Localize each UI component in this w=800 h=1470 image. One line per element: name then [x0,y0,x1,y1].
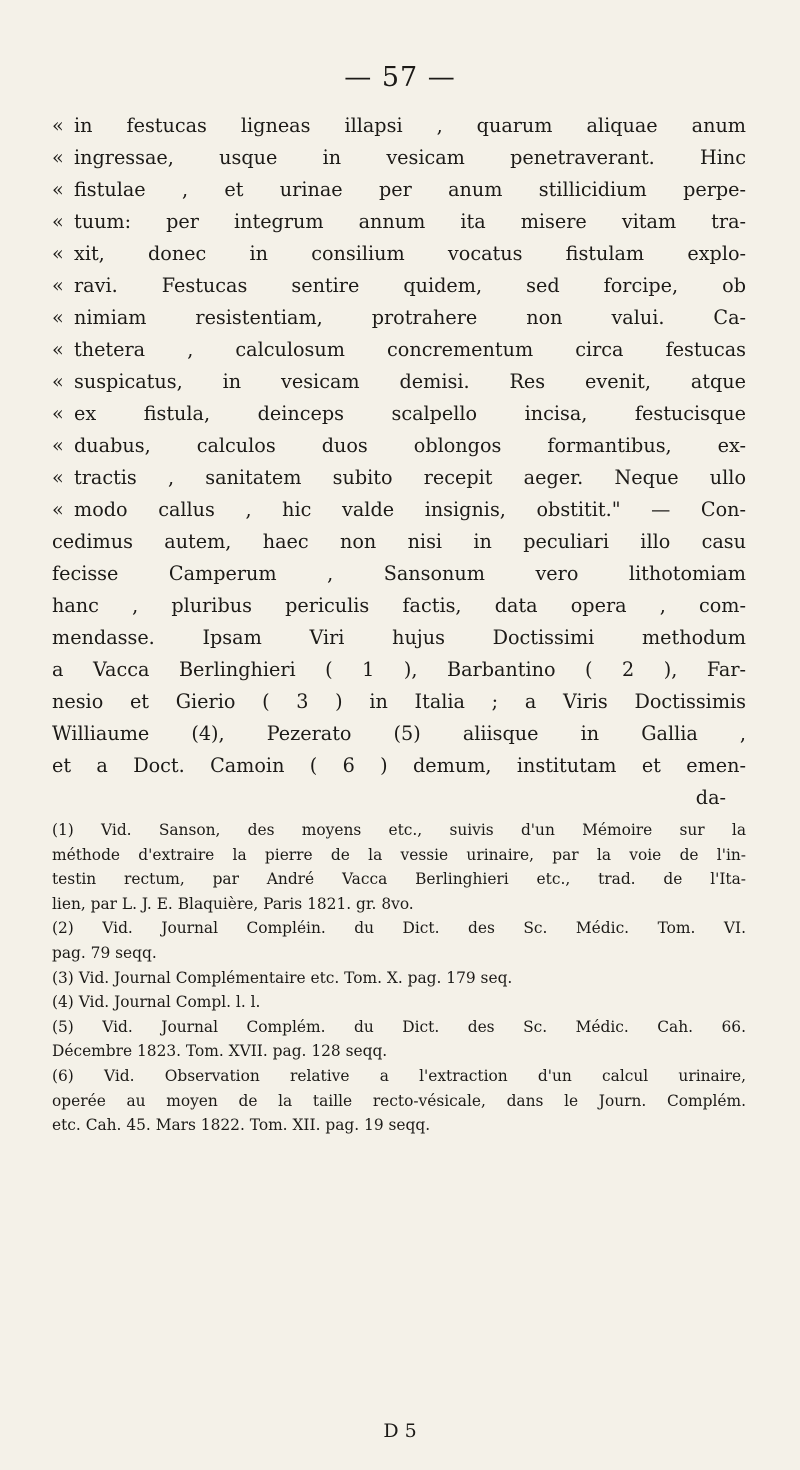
text-line: nesio et Gierio ( 3 ) in Italia ; a Viris Doctissimis [52,690,746,713]
footnote-line: Décembre 1823. Tom. XVII. pag. 128 seqq. [52,1042,388,1061]
footnote-line: (1) Vid. Sanson, des moyens etc., suivis d'un Mémoire sur la [52,821,746,839]
text-line: xit, donec in consilium vocatus fistulam explo- [74,242,746,265]
footnote-line: (5) Vid. Journal Complém. du Dict. des Sc. Médic. Cah. 66. [52,1017,746,1036]
main-text-block [52,110,746,814]
page-number: — 57 — [344,62,456,93]
footnote-line: testin rectum, par André Vacca Berlinghieri etc., trad. de l'Ita- [52,870,746,889]
quote-mark: « [52,306,64,329]
footnote-line: (3) Vid. Journal Complémentaire etc. Tom. X. pag. 179 seq. [52,968,513,987]
footnote-line: etc. Cah. 45. Mars 1822. Tom. XII. pag. 19 seqq. [52,1116,431,1135]
text-line: nimiam resistentiam, protrahere non valui. Ca- [74,306,746,329]
text-line: suspicatus, in vesicam demisi. Res evenit, atque [74,370,746,393]
text-line: hanc , pluribus periculis factis, data opera , com- [52,594,746,617]
text-line: Williaume (4), Pezerato (5) aliisque in Gallia , [52,722,746,745]
footnote-line: (4) Vid. Journal Compl. l. l. [52,993,261,1012]
footnotes [52,818,746,1138]
quote-mark: « [52,146,64,169]
text-line: thetera , calculosum concrementum circa festucas [74,338,746,361]
text-line: ravi. Festucas sentire quidem, sed forcipe, ob [74,274,746,297]
quote-mark: « [52,370,64,393]
footnote-line: pag. 79 seqq. [52,943,157,962]
signature-mark: D 5 [383,1420,417,1442]
text-line: ex fistula, deinceps scalpello incisa, festucisque [74,402,746,425]
quote-mark: « [52,434,64,457]
footnote-line: operée au moyen de la taille recto-vésicale, dans le Journ. Complém. [52,1091,746,1110]
text-line: a Vacca Berlinghieri ( 1 ), Barbantino ( 2 ), Far- [52,658,746,681]
quote-mark: « [52,274,64,297]
footnote-line: méthode d'extraire la pierre de la vessie urinaire, par la voie de l'in- [52,845,746,864]
quote-mark: « [52,178,64,201]
footnote-line: (2) Vid. Journal Compléin. du Dict. des Sc. Médic. Tom. VI. [52,919,746,938]
quote-mark: « [52,242,64,265]
footnote-line: lien, par L. J. E. Blaquière, Paris 1821. gr. 8vo. [52,894,414,913]
text-line: ingressae, usque in vesicam penetraverant. Hinc [74,146,746,169]
quote-mark: « [52,114,64,137]
text-line: tuum: per integrum annum ita misere vitam tra- [74,210,746,233]
text-line: fistulae , et urinae per anum stillicidium perpe- [74,178,746,201]
text-line: mendasse. Ipsam Viri hujus Doctissimi methodum [52,626,746,649]
text-line: tractis , sanitatem subito recepit aeger. Neque ullo [74,466,746,489]
text-line: fecisse Camperum , Sansonum vero lithotomiam [52,562,746,585]
quote-mark: « [52,210,64,233]
quote-mark: « [52,466,64,489]
text-line: et a Doct. Camoin ( 6 ) demum, institutam et emen- [52,754,746,777]
catchword: da- [695,786,726,809]
text-line: in festucas ligneas illapsi , quarum aliquae anum [74,114,746,137]
quote-mark: « [52,498,64,521]
footnote-line: (6) Vid. Observation relative a l'extraction d'un calcul urinaire, [52,1066,746,1085]
quote-mark: « [52,402,64,425]
text-line: modo callus , hic valde insignis, obstitit." — Con- [74,498,746,521]
text-line: duabus, calculos duos oblongos formantibus, ex- [74,434,746,457]
text-line: cedimus autem, haec non nisi in peculiari illo casu [52,530,746,553]
quote-mark: « [52,338,64,361]
